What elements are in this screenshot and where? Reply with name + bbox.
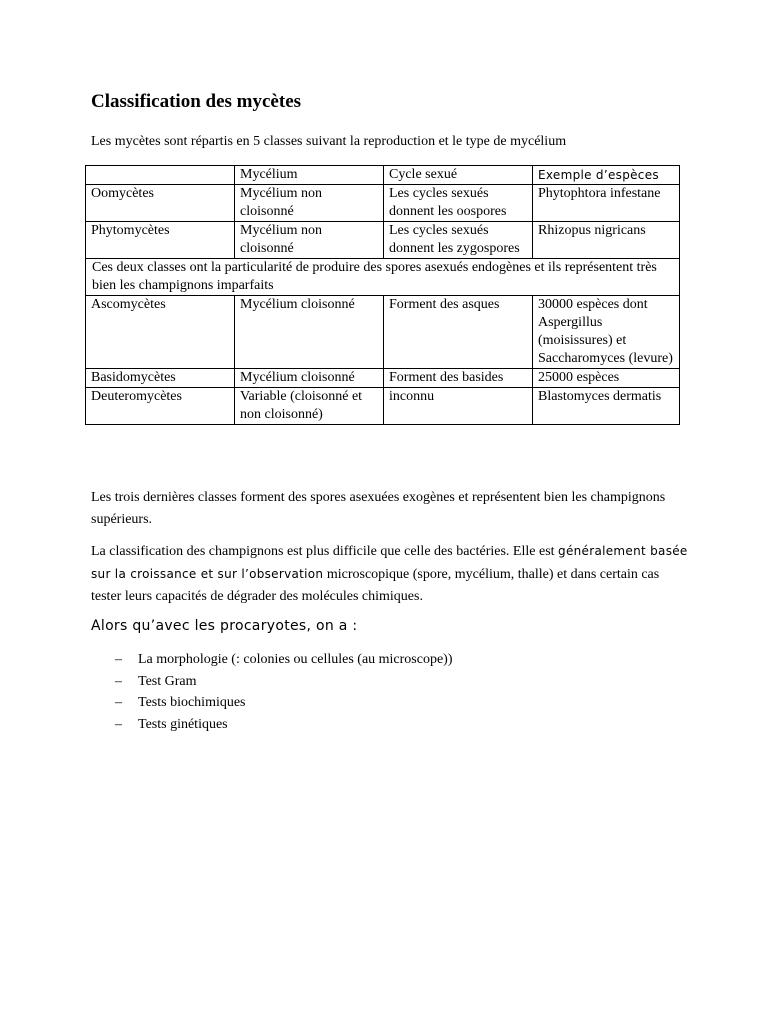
list-marker: – [115, 673, 122, 689]
table-header-cell: Mycélium [235, 166, 384, 185]
table-cell: Basidomycètes [86, 369, 235, 388]
table-cell: Blastomyces dermatis [533, 388, 680, 425]
list-item [91, 671, 453, 693]
paragraph-classification-difficulty [91, 540, 691, 608]
list-marker: – [115, 695, 122, 710]
table-cell: Les cycles sexués donnent les oospores [384, 185, 533, 222]
table-cell: Forment des asques [384, 296, 533, 369]
list-item-text: Tests biochimiques [138, 695, 246, 710]
table-header-cell [86, 166, 235, 185]
table-cell: Les cycles sexués donnent les zygospores [384, 222, 533, 259]
paragraph-prokaryotes: Alors qu’avec les procaryotes, on a : [91, 618, 358, 634]
classification-table [85, 165, 680, 425]
table-row [86, 369, 680, 388]
list-item-text: La morphologie (: colonies ou cellules (au microscope)) [138, 652, 453, 667]
list-item [91, 692, 453, 714]
table-row [86, 388, 680, 425]
list-item [91, 714, 453, 736]
page-title: Classification des mycètes [91, 91, 302, 112]
paragraph-superior-fungi: Les trois dernières classes forment des spores asexuées exogènes et représentent bien les champignons supérieurs. [91, 490, 666, 527]
table-cell: Mycélium non cloisonné [235, 222, 384, 259]
list-item-text: Tests ginétiques [138, 716, 228, 732]
table-cell: 30000 espèces dont Aspergillus (moisissures) et Saccharomyces (levure) [533, 296, 680, 369]
intro-paragraph: Les mycètes sont répartis en 5 classes suivant la reproduction et le type de mycélium [91, 134, 567, 149]
table-header-cell: Exemple d’espèces [533, 166, 680, 185]
table-cell: Rhizopus nigricans [533, 222, 680, 259]
table-header-cell: Cycle sexué [384, 166, 533, 185]
table-note-cell: Ces deux classes ont la particularité de produire des spores asexués endogènes et ils représentent très bien les champignons imparfaits [86, 259, 680, 296]
list-item-text: Test Gram [138, 673, 197, 689]
table-row [86, 222, 680, 259]
paragraph-text: La classification des champignons est plus difficile que celle des bactéries. Elle est [91, 544, 559, 559]
table-row [86, 296, 680, 369]
table-cell: 25000 espèces [533, 369, 680, 388]
paragraph-text-sans: généralement basée sur la croissance et sur l’observation [91, 544, 688, 581]
table-cell: inconnu [384, 388, 533, 425]
table-cell: Ascomycètes [86, 296, 235, 369]
table-row [86, 185, 680, 222]
table-cell: Mycélium cloisonné [235, 369, 384, 388]
table-cell: Deuteromycètes [86, 388, 235, 425]
list-item [91, 649, 453, 671]
paragraph-text: microscopique (spore, mycélium, thalle) et dans certain cas tester leurs capacités de dégrader des molécules chimiques. [91, 567, 660, 604]
table-cell: Phytophtora infestane [533, 185, 680, 222]
table-cell: Oomycètes [86, 185, 235, 222]
table-cell: Forment des basides [384, 369, 533, 388]
list-marker: – [115, 652, 122, 667]
table-cell: Phytomycètes [86, 222, 235, 259]
table-cell: Mycélium cloisonné [235, 296, 384, 369]
table-note-row [86, 259, 680, 296]
table-cell: Variable (cloisonné et non cloisonné) [235, 388, 384, 425]
table-cell: Mycélium non cloisonné [235, 185, 384, 222]
tests-list [91, 649, 453, 735]
table-header-row [86, 166, 680, 185]
list-marker: – [115, 716, 122, 732]
